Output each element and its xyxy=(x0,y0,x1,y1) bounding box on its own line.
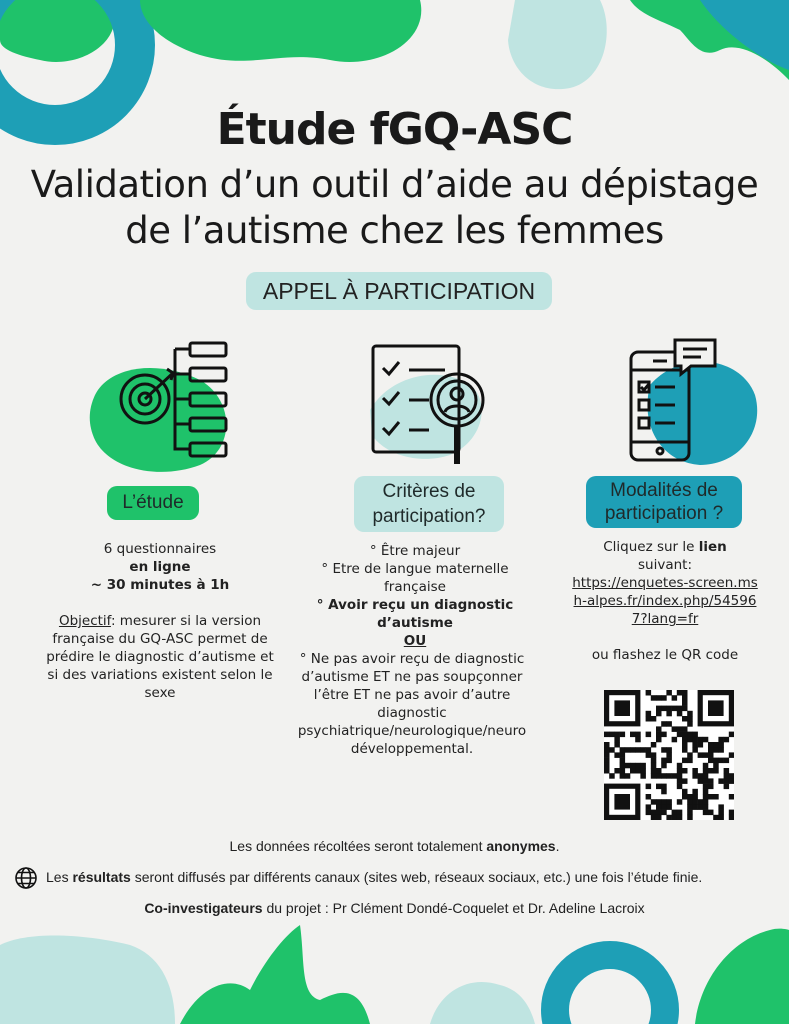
criteres-column xyxy=(280,542,550,758)
qr-code[interactable] xyxy=(604,690,734,820)
footer-results: Les résultats seront diffusés par différents canaux (sites web, réseaux sociaux, etc.) une fois l’étude finie. xyxy=(46,869,703,885)
target-checklist-icon xyxy=(115,338,235,463)
modalites-click-text: Cliquez sur le lien suivant: xyxy=(603,539,727,573)
page-title: Étude fGQ-ASC xyxy=(216,104,573,155)
criteres-item-2: ° Etre de langue maternelle française xyxy=(321,561,509,595)
section-label-modalites xyxy=(586,476,742,528)
globe-icon xyxy=(14,866,38,890)
call-to-participation-banner: APPEL À PARTICIPATION xyxy=(246,272,552,310)
modalites-column xyxy=(560,538,770,664)
criteres-item-3: ° Avoir reçu un diagnostic d’autisme xyxy=(316,597,514,631)
criteres-item-1: ° Être majeur xyxy=(369,543,461,559)
modalites-label-line-1: Modalités de xyxy=(610,480,718,501)
section-label-etude: L’étude xyxy=(107,486,199,520)
survey-link[interactable]: https://enquetes-screen.msh-alpes.fr/index.php/545967?lang=fr xyxy=(572,575,758,627)
etude-line-3: ~ 30 minutes à 1h xyxy=(90,577,230,593)
subtitle-line-1: Validation d’un outil d’aide au dépistage xyxy=(30,163,759,206)
qr-instruction: ou flashez le QR code xyxy=(591,647,739,663)
page-subtitle xyxy=(0,162,789,254)
criteres-item-4: ° Ne pas avoir reçu de diagnostic d’autisme ET ne pas soupçonner l’être ET ne pas avoir d’autre diagnostic psychiatrique/neurologique/neuro développemental. xyxy=(297,651,527,757)
footer-coinvestigators: Co-investigateurs du projet : Pr Clément Dondé-Coquelet et Dr. Adeline Lacroix xyxy=(144,900,645,916)
etude-line-2: en ligne xyxy=(129,559,191,575)
footer-anonymity: Les données récoltées seront totalement anonymes. xyxy=(229,838,560,854)
criteres-label-line-1: Critères de xyxy=(382,481,476,502)
section-label-criteres xyxy=(354,476,504,532)
checklist-magnifier-icon xyxy=(365,340,495,468)
subtitle-line-2: de l’autisme chez les femmes xyxy=(125,209,664,252)
etude-column xyxy=(40,540,280,702)
objectif-text: : mesurer si la version française du GQ-ASC permet de prédire le diagnostic d’autisme et si des variations existent selon le sexe xyxy=(46,613,274,701)
modalites-label-line-2: participation ? xyxy=(604,503,724,524)
etude-objectif xyxy=(40,612,280,702)
objectif-label: Objectif xyxy=(58,613,111,629)
criteres-label-line-2: participation? xyxy=(372,506,486,527)
criteres-ou: OU xyxy=(403,633,427,649)
etude-line-1: 6 questionnaires xyxy=(103,541,217,557)
phone-form-icon xyxy=(625,338,725,464)
